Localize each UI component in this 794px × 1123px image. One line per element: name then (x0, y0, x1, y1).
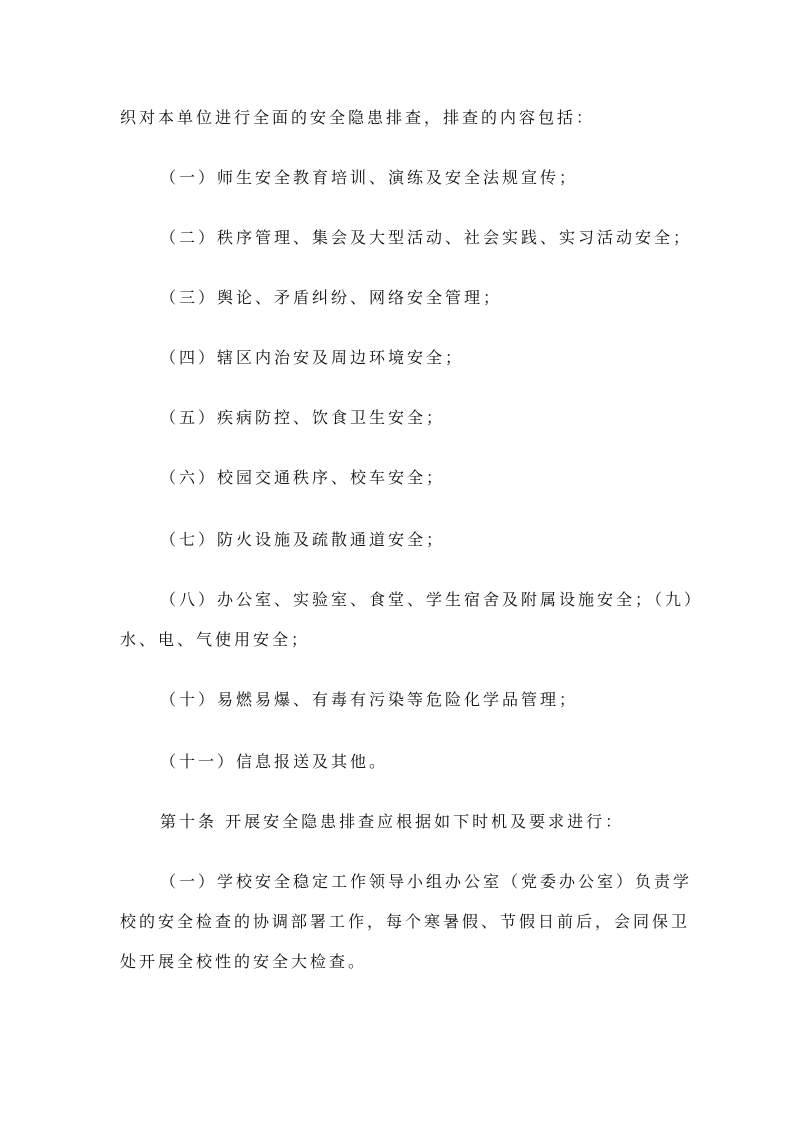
list-item: （十）易燃易爆、有毒有污染等危险化学品管理； (160, 690, 579, 709)
section-heading: 第十条 开展安全隐患排查应根据如下时机及要求进行： (160, 812, 625, 831)
list-item: （五）疾病防控、饮食卫生安全； (160, 408, 446, 427)
text-line: 处开展全校性的安全大检查。 (120, 952, 368, 971)
list-item: （一）学校安全稳定工作领导小组办公室（党委办公室）负责学 (160, 872, 693, 891)
text-line: 校的安全检查的协调部署工作，每个寒暑假、节假日前后，会同保卫 (120, 912, 691, 931)
text-line: 织对本单位进行全面的安全隐患排查，排查的内容包括： (120, 108, 596, 127)
list-item: （二）秩序管理、集会及大型活动、社会实践、实习活动安全； (160, 228, 693, 247)
list-item: （六）校园交通秩序、校车安全； (160, 468, 446, 487)
list-item: （三）舆论、矛盾纠纷、网络安全管理； (160, 288, 503, 307)
list-item: （八）办公室、实验室、食堂、学生宿舍及附属设施安全；（九） (160, 590, 704, 609)
list-item: （一）师生安全教育培训、演练及安全法规宣传； (160, 168, 579, 187)
text-line: 水、电、气使用安全； (120, 630, 311, 649)
list-item: （十一）信息报送及其他。 (160, 752, 389, 771)
list-item: （四）辖区内治安及周边环境安全； (160, 348, 465, 367)
list-item: （七）防火设施及疏散通道安全； (160, 530, 446, 549)
